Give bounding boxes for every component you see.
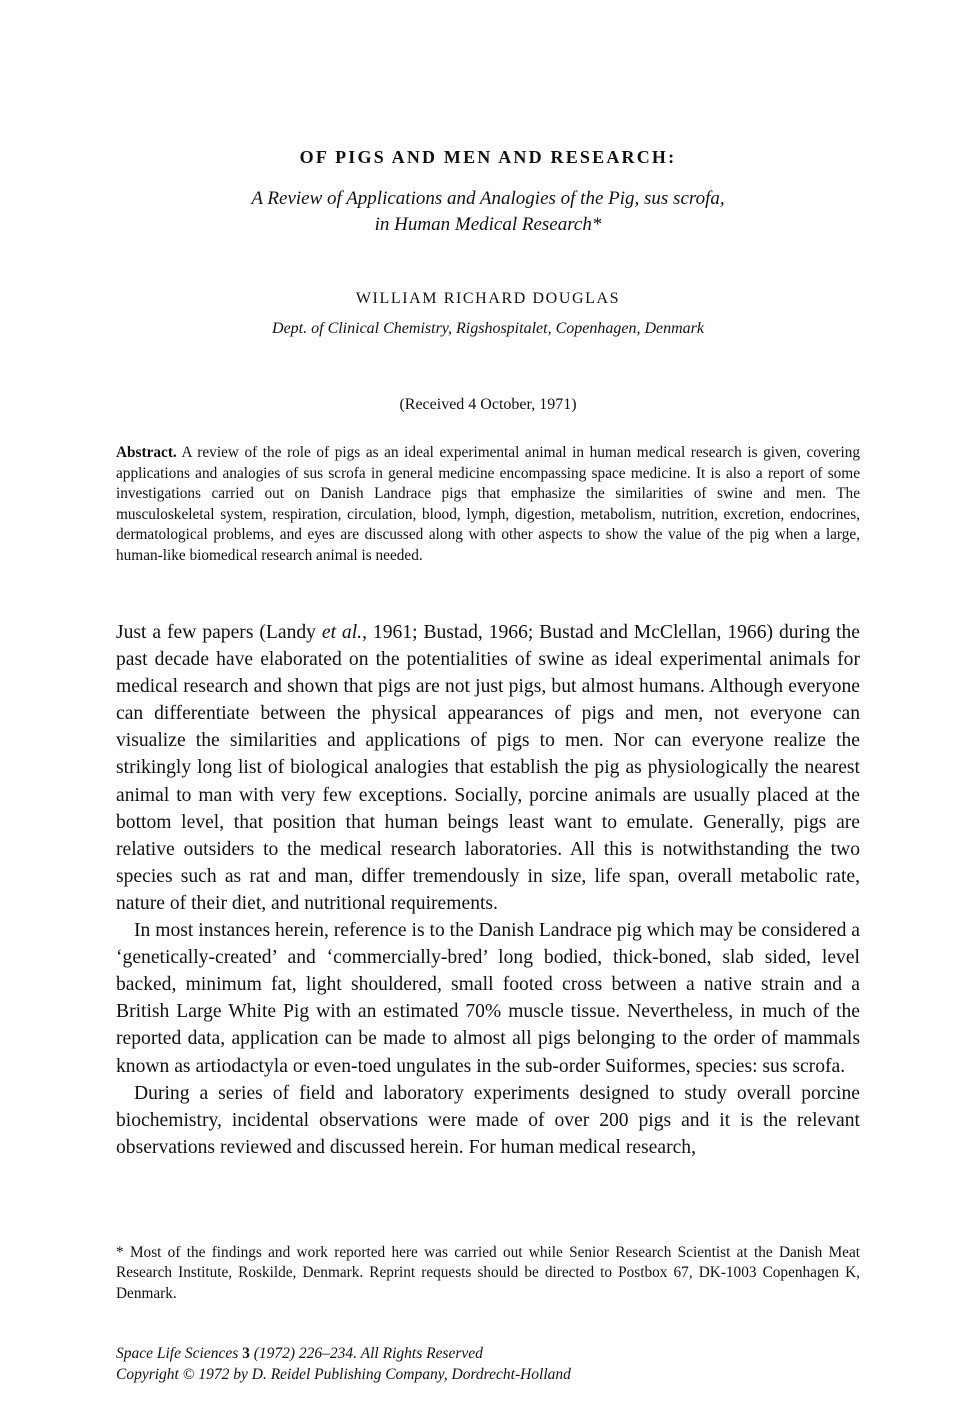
footnote: * Most of the findings and work reported here was carried out while Senior Research Scientist at the Danish Meat Research Institute, Roskilde, Denmark. Reprint requests should be directed to Postbox 67, DK-1003 Copenhagen K, Denmark.	[116, 1244, 860, 1302]
paper-subtitle	[0, 186, 976, 238]
journal-volume: 3	[242, 1345, 250, 1362]
subtitle-line-1: A Review of Applications and Analogies of the Pig, sus scrofa,	[251, 188, 725, 209]
copyright-notice: Copyright © 1972 by D. Reidel Publishing Company, Dordrecht-Holland	[116, 1365, 571, 1383]
citation-et-al: et al.	[321, 622, 363, 643]
author-affiliation: Dept. of Clinical Chemistry, Rigshospitalet, Copenhagen, Denmark	[272, 320, 704, 337]
subtitle-line-2: in Human Medical Research*	[374, 214, 602, 235]
journal-name: Space Life Sciences	[116, 1345, 239, 1362]
body-paragraph-2: In most instances herein, reference is to the Danish Landrace pig which may be considered a ‘genetically-created’ and ‘commercially-bred’ long bodied, thick-boned, slab sided, level backed, minimum fat, light shouldered, small footed cross between a native strain and a British Large White Pig with an estimated 70% muscle tissue. Nevertheless, in much of the reported data, application can be made to almost all pigs belonging to the order of mammals known as artiodactyla or even-toed ungulates in the sub-order Suiformes, species: sus scrofa.	[116, 920, 860, 1077]
journal-citation	[116, 1344, 860, 1365]
body-paragraph-3: During a series of field and laboratory experiments designed to study overall porcine biochemistry, incidental observations were made of over 200 pigs and it is the relevant observations reviewed and discussed herein. For human medical research,	[116, 1082, 860, 1158]
journal-info	[116, 1344, 860, 1385]
paper-title: OF PIGS AND MEN AND RESEARCH:	[299, 147, 677, 167]
abstract-label: Abstract.	[116, 444, 177, 461]
received-date: (Received 4 October, 1971)	[399, 396, 577, 413]
paragraph-1-start: Just a few papers (Landy	[116, 622, 322, 643]
paragraph-1-rest: , 1961; Bustad, 1966; Bustad and McClellan, 1966) during the past decade have elaborated on the potentialities of swine as ideal experimental animals for medical research and shown that pigs are not just pigs, but almost humans. Although everyone can differentiate between the physical appearances of pigs and men, not everyone can visualize the similarities and applications of pigs to men. Nor can everyone realize the strikingly long list of biological analogies that establish the pig as physiologically the nearest animal to man with very few exceptions. Socially, porcine animals are usually placed at the bottom level, that position that human beings least want to emulate. Generally, pigs are relative outsiders to the medical research laboratories. All this is notwithstanding the two species such as rat and man, differ tremendously in size, life span, overall metabolic rate, nature of their diet, and nutritional requirements.	[116, 622, 860, 914]
abstract-text: A review of the role of pigs as an ideal experimental animal in human medical research is given, covering applications and analogies of sus scrofa in general medicine encompassing space medicine. It is also a report of some investigations carried out on Danish Landrace pigs that emphasize the similarities of swine and men. The musculoskeletal system, respiration, circulation, blood, lymph, digestion, metabolism, nutrition, excretion, endocrines, dermatological problems, and eyes are discussed along with other aspects to show the value of the pig when a large, human-like biomedical research animal is needed.	[116, 444, 861, 564]
journal-pages: (1972) 226–234. All Rights Reserved	[253, 1345, 483, 1362]
body-paragraph	[116, 619, 860, 917]
body-text	[116, 619, 860, 1161]
abstract	[116, 443, 860, 566]
author-name: WILLIAM RICHARD DOUGLAS	[355, 290, 621, 307]
